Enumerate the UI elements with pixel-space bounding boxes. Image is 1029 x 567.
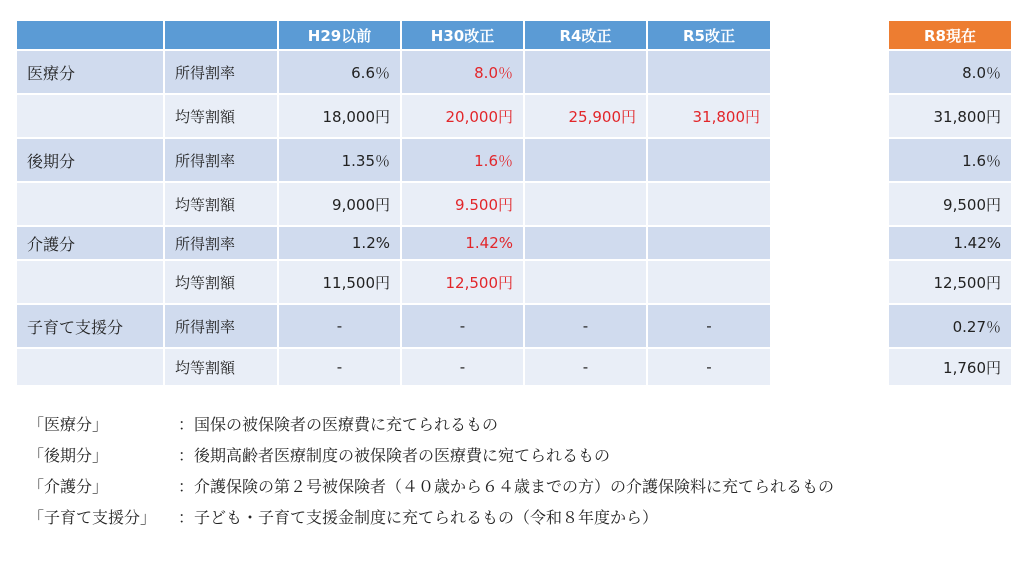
- current-cell: 1.42%: [889, 227, 1011, 261]
- current-rate-table: [889, 21, 1011, 387]
- r5-cell: [648, 261, 770, 305]
- note-row: [28, 471, 834, 502]
- r4-cell: [525, 261, 648, 305]
- r4-cell: [525, 51, 648, 95]
- table-row: [17, 95, 770, 139]
- category-cell: 後期分: [17, 139, 165, 183]
- table-row: [17, 139, 770, 183]
- h30-cell: 1.42%: [402, 227, 525, 261]
- current-cell: 9,500円: [889, 183, 1011, 227]
- h29-cell: 18,000円: [279, 95, 402, 139]
- note-key: 「子育て支援分」: [28, 508, 157, 527]
- category-cell: 子育て支援分: [17, 305, 165, 349]
- table-row: [17, 51, 770, 95]
- h30-cell: 20,000円: [402, 95, 525, 139]
- current-cell: 31,800円: [889, 95, 1011, 139]
- header-item: [165, 21, 279, 51]
- header-current: R8現在: [889, 21, 1011, 51]
- note-text: ：子ども・子育て支援金制度に充てられるもの（令和８年度から）: [178, 508, 659, 527]
- category-cell: [17, 183, 165, 227]
- h29-cell: 9,000円: [279, 183, 402, 227]
- current-cell: 8.0％: [889, 51, 1011, 95]
- h29-cell: 11,500円: [279, 261, 402, 305]
- table-row: [17, 261, 770, 305]
- current-row: [889, 227, 1011, 261]
- h30-cell: 9.500円: [402, 183, 525, 227]
- note-key: 「医療分」: [28, 415, 109, 434]
- current-row: [889, 305, 1011, 349]
- header-h30: H30改正: [402, 21, 525, 51]
- category-cell: [17, 95, 165, 139]
- table-row: [17, 183, 770, 227]
- r5-cell: [648, 227, 770, 261]
- table-row: [17, 305, 770, 349]
- current-row: [889, 261, 1011, 305]
- item-cell: 均等割額: [165, 183, 279, 227]
- h30-cell: 1.6％: [402, 139, 525, 183]
- r5-cell: -: [648, 349, 770, 387]
- current-cell: 1.6％: [889, 139, 1011, 183]
- table-body: [17, 51, 770, 387]
- category-cell: 介護分: [17, 227, 165, 261]
- r4-cell: [525, 227, 648, 261]
- r5-cell: 31,800円: [648, 95, 770, 139]
- h30-cell: 8.0％: [402, 51, 525, 95]
- current-row: [889, 51, 1011, 95]
- note-row: [28, 409, 834, 440]
- item-cell: 所得割率: [165, 51, 279, 95]
- r4-cell: 25,900円: [525, 95, 648, 139]
- current-row: [889, 183, 1011, 227]
- notes: [28, 409, 834, 533]
- note-text: ：介護保険の第２号被保険者（４０歳から６４歳までの方）の介護保険料に充てられるもの: [178, 477, 835, 496]
- header-r4: R4改正: [525, 21, 648, 51]
- category-cell: 医療分: [17, 51, 165, 95]
- current-row: [889, 95, 1011, 139]
- r4-cell: -: [525, 349, 648, 387]
- header-category: [17, 21, 165, 51]
- note-key: 「後期分」: [28, 446, 109, 465]
- category-cell: [17, 349, 165, 387]
- h30-cell: 12,500円: [402, 261, 525, 305]
- header-r5: R5改正: [648, 21, 770, 51]
- r5-cell: [648, 183, 770, 227]
- category-cell: [17, 261, 165, 305]
- r5-cell: [648, 139, 770, 183]
- r4-cell: -: [525, 305, 648, 349]
- current-row: [889, 349, 1011, 387]
- h30-cell: -: [402, 349, 525, 387]
- note-key: 「介護分」: [28, 477, 109, 496]
- note-row: [28, 440, 834, 471]
- note-text: ：後期高齢者医療制度の被保険者の医療費に宛てられるもの: [178, 446, 611, 465]
- item-cell: 均等割額: [165, 95, 279, 139]
- h29-cell: 1.2%: [279, 227, 402, 261]
- current-header-row: [889, 21, 1011, 51]
- item-cell: 均等割額: [165, 349, 279, 387]
- r4-cell: [525, 183, 648, 227]
- rate-table: [17, 21, 770, 387]
- note-row: [28, 502, 834, 533]
- table-header-row: [17, 21, 770, 51]
- h29-cell: 1.35％: [279, 139, 402, 183]
- h29-cell: -: [279, 349, 402, 387]
- table-row: [17, 349, 770, 387]
- item-cell: 所得割率: [165, 305, 279, 349]
- h29-cell: -: [279, 305, 402, 349]
- current-cell: 1,760円: [889, 349, 1011, 387]
- r4-cell: [525, 139, 648, 183]
- h29-cell: 6.6％: [279, 51, 402, 95]
- note-text: ：国保の被保険者の医療費に充てられるもの: [178, 415, 499, 434]
- current-cell: 0.27％: [889, 305, 1011, 349]
- item-cell: 所得割率: [165, 139, 279, 183]
- current-row: [889, 139, 1011, 183]
- current-table-body: [889, 51, 1011, 387]
- header-h29: H29以前: [279, 21, 402, 51]
- r5-cell: -: [648, 305, 770, 349]
- current-cell: 12,500円: [889, 261, 1011, 305]
- item-cell: 所得割率: [165, 227, 279, 261]
- r5-cell: [648, 51, 770, 95]
- table-row: [17, 227, 770, 261]
- h30-cell: -: [402, 305, 525, 349]
- item-cell: 均等割額: [165, 261, 279, 305]
